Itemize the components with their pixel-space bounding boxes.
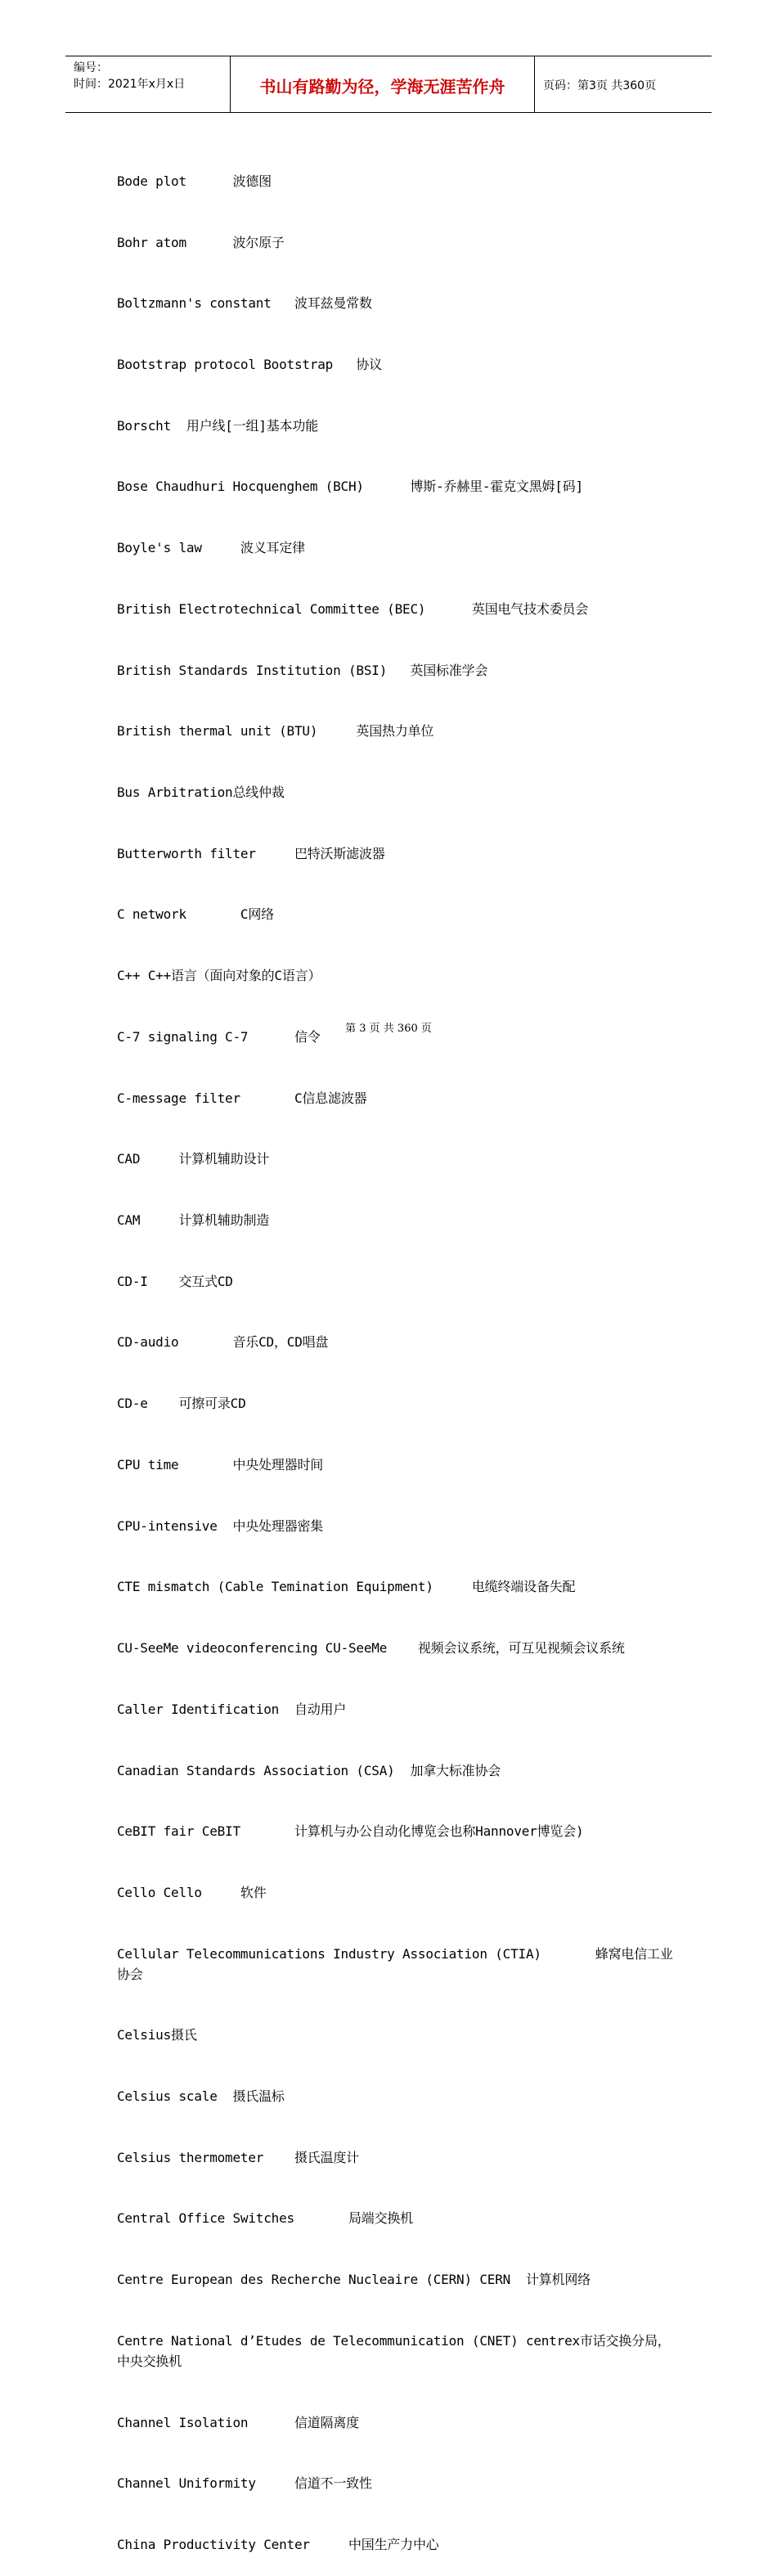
glossary-entry: Canadian Standards Association (CSA) 加拿大标准协会 xyxy=(117,1762,501,1778)
glossary-entry: China Productivity Center 中国生产力中心 xyxy=(117,2536,439,2552)
glossary-entry: Bus Arbitration总线仲裁 xyxy=(117,784,285,800)
glossary-entry: CU-SeeMe videoconferencing CU-SeeMe 视频会议系统，可互见视频会议系统 xyxy=(117,1640,625,1657)
glossary-entry: Channel Isolation 信道隔离度 xyxy=(117,2414,359,2430)
glossary-entry: British Standards Institution (BSI) 英国标准学会 xyxy=(117,662,488,678)
glossary-entry: C network C网络 xyxy=(117,906,274,923)
glossary-entry: Celsius scale 摄氏温标 xyxy=(117,2088,285,2104)
glossary-list xyxy=(117,131,673,2576)
glossary-entry: Bohr atom 波尔原子 xyxy=(117,234,285,250)
glossary-entry: Celsius thermometer 摄氏温度计 xyxy=(117,2149,359,2165)
glossary-entry: Bootstrap protocol Bootstrap 协议 xyxy=(117,356,383,372)
glossary-entry: C++ C++语言（面向对象的C语言） xyxy=(117,968,321,984)
glossary-entry: CTE mismatch (Cable Temination Equipment) 电缆终端设备失配 xyxy=(117,1579,576,1595)
glossary-entry: CD-audio 音乐CD，CD唱盘 xyxy=(117,1334,329,1351)
glossary-entry: C-7 signaling C-7 信令 xyxy=(117,1028,321,1045)
glossary-entry: Central Office Switches 局端交换机 xyxy=(117,2210,413,2227)
glossary-entry: Cello Cello 软件 xyxy=(117,1884,267,1900)
glossary-entry: CAM 计算机辅助制造 xyxy=(117,1212,270,1229)
glossary-entry: Boyle's law 波义耳定律 xyxy=(117,540,305,556)
header-motto: 书山有路勤为径，学海无涯苦作舟 xyxy=(231,56,535,112)
glossary-entry: CPU time 中央处理器时间 xyxy=(117,1456,324,1472)
glossary-entry: CD-I 交互式CD xyxy=(117,1273,233,1289)
glossary-entry: Celsius摄氏 xyxy=(117,2027,197,2043)
glossary-entry: Borscht 用户线[一组]基本功能 xyxy=(117,417,318,434)
glossary-entry: Centre European des Recherche Nucleaire (CERN) CERN 计算机网络 xyxy=(117,2272,591,2288)
glossary-entry: Butterworth filter 巴特沃斯滤波器 xyxy=(117,845,385,861)
glossary-entry: Cellular Telecommunications Industry Association (CTIA) 蜂窝电信工业协会 xyxy=(117,1945,673,1982)
glossary-entry: Boltzmann's constant 波耳兹曼常数 xyxy=(117,295,372,312)
glossary-entry: Bose Chaudhuri Hocquenghem (BCH) 博斯-乔赫里-霍克文黑姆[码] xyxy=(117,479,583,495)
glossary-entry: British thermal unit (BTU) 英国热力单位 xyxy=(117,723,434,740)
glossary-entry: British Electrotechnical Committee (BEC) 英国电气技术委员会 xyxy=(117,600,589,617)
glossary-entry: Bode plot 波德图 xyxy=(117,173,272,189)
document-number-label: 编号： xyxy=(74,61,108,74)
header-page-number: 页码：第3页 共360页 xyxy=(543,79,657,92)
glossary-entry: CPU-intensive 中央处理器密集 xyxy=(117,1517,324,1534)
glossary-entry: CD-e 可擦可录CD xyxy=(117,1396,246,1412)
page-footer: 第 3 页 共 360 页 xyxy=(345,1023,432,1035)
glossary-entry: Centre National d’Etudes de Telecommunication (CNET) centrex市话交换分局，中央交换机 xyxy=(117,2332,671,2369)
glossary-entry: CAD 计算机辅助设计 xyxy=(117,1151,270,1167)
glossary-entry: CeBIT fair CeBIT 计算机与办公自动化博览会也称Hannover博览会) xyxy=(117,1823,584,1840)
glossary-entry: Channel Uniformity 信道不一致性 xyxy=(117,2475,372,2492)
glossary-entry: Caller Identification 自动用户 xyxy=(117,1701,347,1717)
glossary-entry: C-message filter C信息滤波器 xyxy=(117,1090,367,1106)
document-date: 时间：2021年x月x日 xyxy=(74,78,186,91)
page-header xyxy=(65,56,712,113)
header-meta xyxy=(65,56,231,112)
